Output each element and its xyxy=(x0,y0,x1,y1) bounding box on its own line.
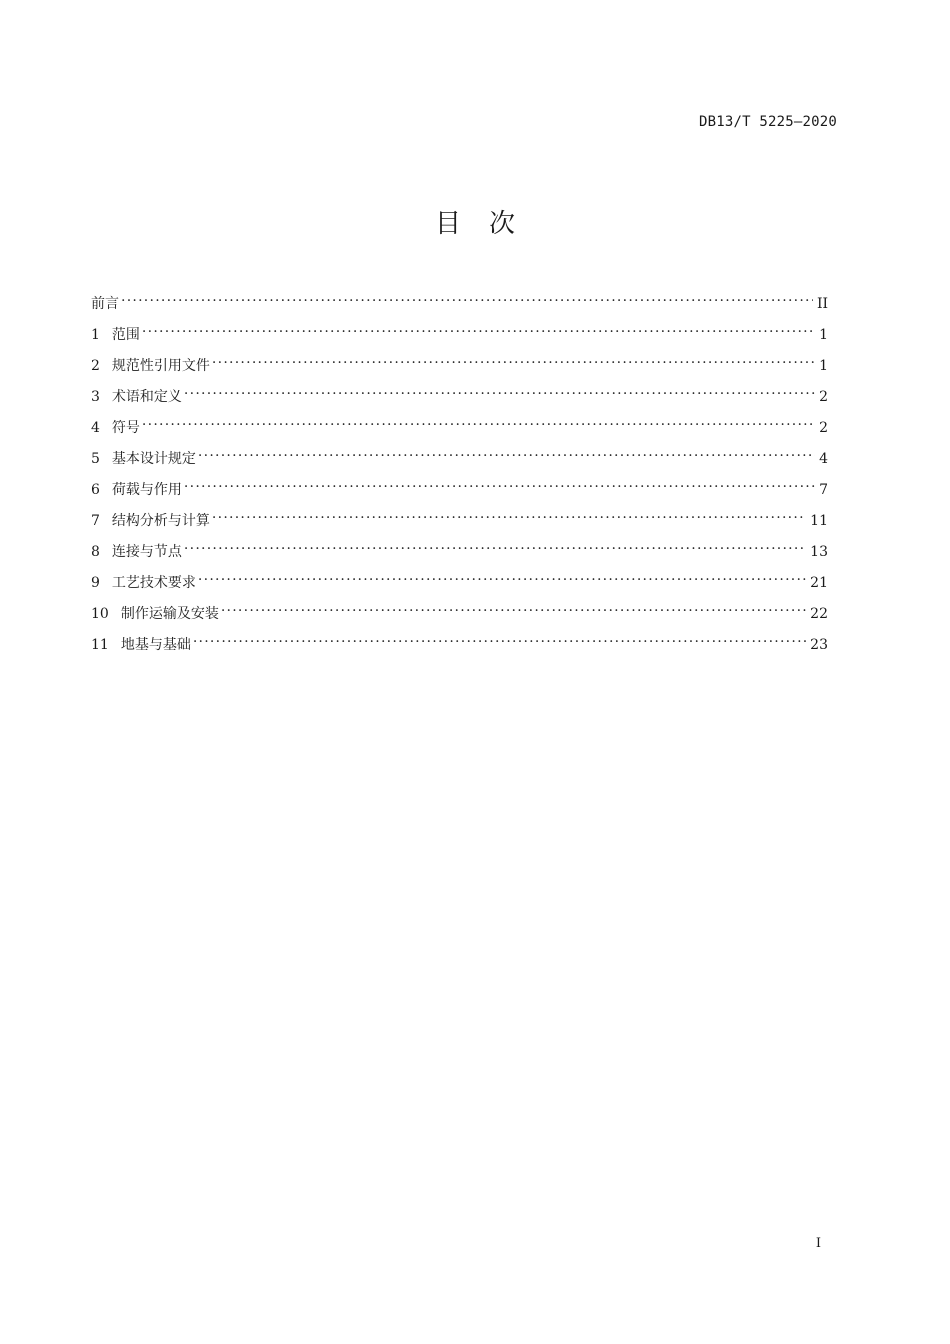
page-title: 目次 xyxy=(434,209,543,239)
toc-entry-number: 1 xyxy=(91,327,100,343)
toc-entry-number: 7 xyxy=(91,513,100,529)
toc-entry-page: 13 xyxy=(810,544,828,560)
toc-entry-8[interactable] xyxy=(91,534,828,565)
toc-entry-4[interactable] xyxy=(91,410,828,441)
dot-leader xyxy=(142,410,815,432)
dot-leader xyxy=(198,565,806,587)
toc-entry-11[interactable] xyxy=(91,627,828,658)
toc-entry-page: 1 xyxy=(819,358,828,374)
toc-entry-page: 21 xyxy=(810,575,828,591)
dot-leader xyxy=(184,472,815,494)
toc-entry-title: 基本设计规定 xyxy=(111,451,196,467)
dot-leader xyxy=(193,627,806,649)
toc-entry-title: 范围 xyxy=(111,327,140,343)
toc-entry-page: 1 xyxy=(819,327,828,343)
dot-leader xyxy=(184,379,815,401)
toc-entry-number: 2 xyxy=(91,358,100,374)
toc-entry-title: 术语和定义 xyxy=(111,389,182,405)
toc-entry-page: 2 xyxy=(819,420,828,436)
toc-entry-title: 规范性引用文件 xyxy=(111,358,210,374)
toc-entry-title: 前言 xyxy=(91,296,119,312)
toc-entry-foreword[interactable] xyxy=(91,286,828,317)
standard-code: DB13/T 5225—2020 xyxy=(698,114,837,130)
toc-entry-title: 荷载与作用 xyxy=(111,482,182,498)
dot-leader xyxy=(198,441,815,463)
toc-entry-number: 10 xyxy=(91,606,109,622)
toc-entry-page: 4 xyxy=(819,451,828,467)
toc-entry-title: 符号 xyxy=(111,420,140,436)
toc-entry-title: 连接与节点 xyxy=(111,544,182,560)
toc-entry-number: 9 xyxy=(91,575,100,591)
toc-entry-page: II xyxy=(816,296,828,312)
toc-entry-title: 结构分析与计算 xyxy=(111,513,210,529)
dot-leader xyxy=(121,286,813,308)
dot-leader xyxy=(184,534,806,556)
toc-entry-2[interactable] xyxy=(91,348,828,379)
toc-entry-page: 22 xyxy=(810,606,828,622)
toc-entry-number: 8 xyxy=(91,544,100,560)
toc-entry-5[interactable] xyxy=(91,441,828,472)
toc-entry-number: 11 xyxy=(91,637,109,653)
toc-entry-page: 2 xyxy=(819,389,828,405)
toc-entry-10[interactable] xyxy=(91,596,828,627)
page-number: I xyxy=(815,1236,821,1251)
toc-entry-number: 3 xyxy=(91,389,100,405)
table-of-contents xyxy=(91,286,828,658)
toc-entry-title: 工艺技术要求 xyxy=(111,575,196,591)
toc-entry-page: 11 xyxy=(810,513,828,529)
toc-entry-title: 制作运输及安装 xyxy=(120,606,219,622)
dot-leader xyxy=(221,596,806,618)
toc-entry-1[interactable] xyxy=(91,317,828,348)
toc-entry-title: 地基与基础 xyxy=(120,637,191,653)
toc-entry-number: 5 xyxy=(91,451,100,467)
dot-leader xyxy=(212,503,806,525)
toc-entry-3[interactable] xyxy=(91,379,828,410)
toc-entry-6[interactable] xyxy=(91,472,828,503)
toc-entry-page: 7 xyxy=(819,482,828,498)
toc-entry-page: 23 xyxy=(810,637,828,653)
toc-entry-9[interactable] xyxy=(91,565,828,596)
toc-entry-number: 6 xyxy=(91,482,100,498)
dot-leader xyxy=(142,317,815,339)
toc-entry-number: 4 xyxy=(91,420,100,436)
toc-entry-7[interactable] xyxy=(91,503,828,534)
dot-leader xyxy=(212,348,815,370)
